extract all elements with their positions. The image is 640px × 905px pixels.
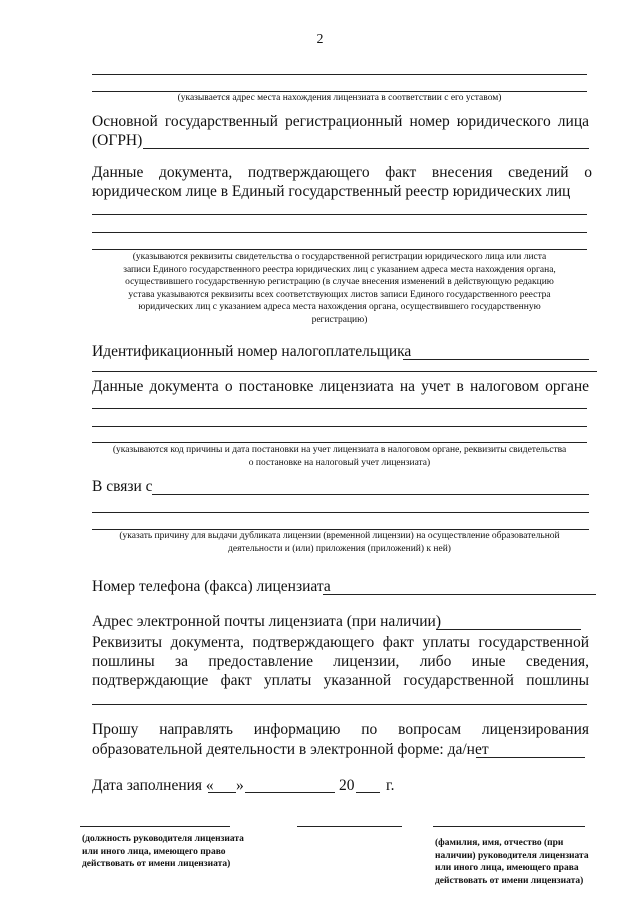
egrul-field-line-1[interactable] [92, 214, 587, 215]
ogrn-label-abbr: (ОГРН) [92, 132, 143, 149]
tax-top-line [92, 371, 597, 372]
signature-right-caption [435, 837, 605, 887]
date-month-line[interactable] [245, 792, 335, 793]
ogrn-field-line[interactable] [143, 148, 589, 149]
date-suffix: г. [386, 777, 395, 794]
reason-note [86, 530, 593, 555]
date-year-prefix: 20 [339, 777, 355, 794]
inn-label: Идентификационный номер налогоплательщика [92, 343, 412, 360]
phone-label: Номер телефона (факса) лицензиата [92, 578, 331, 595]
tax-field-line-3[interactable] [92, 442, 587, 443]
tax-field-line-1[interactable] [92, 408, 587, 409]
egrul-note-line: регистрацию) [311, 314, 368, 325]
tax-note-line: о постановке на налоговый учет лицензиата) [248, 457, 431, 468]
tax-field-line-2[interactable] [92, 426, 587, 427]
page-number: 2 [316, 32, 324, 47]
request-label-line1: Прошу направлять информацию по вопросам лицензирования [92, 721, 589, 738]
reason-note-line: деятельности и (или) приложения (приложений) к ней) [228, 543, 451, 554]
address-field-line[interactable] [92, 74, 587, 75]
fee-field-line[interactable] [92, 704, 587, 705]
egrul-note-line: записи Единого государственного реестра юридических лиц с указанием адреса места нахождения органа, [123, 264, 556, 275]
egrul-note-line: устава указываются реквизиты всех соответствующих листов записи Единого государственного реестра [128, 289, 551, 300]
date-mid: » [236, 777, 244, 794]
phone-field-line[interactable] [323, 594, 596, 595]
fee-label-line2: пошлины за предоставление лицензии, либо иные сведения, [92, 653, 589, 670]
address-note: (указывается адрес места нахождения лицензиата в соответствии с его уставом) [177, 93, 502, 103]
egrul-note-line: осуществившего государственную регистрацию (в случае внесения изменений в действующую редакцию [125, 277, 554, 287]
signature-right-caption-line: наличии) руководителя лицензиата [435, 850, 589, 861]
tax-label: Данные документа о постановке лицензиата на учет в налоговом органе [92, 378, 589, 395]
egrul-note [86, 251, 593, 326]
signature-right-caption-line: или иного лица, имеющего права [435, 863, 579, 873]
date-day-line[interactable] [208, 792, 236, 793]
email-field-line[interactable] [436, 629, 581, 630]
fee-label-line1: Реквизиты документа, подтверждающего факт уплаты государственной [92, 634, 589, 651]
egrul-field-line-3[interactable] [92, 249, 587, 250]
signature-left-caption-line: (должность руководителя лицензиата [82, 834, 244, 844]
request-label-line2: образовательной деятельности в электронной форме: да/нет [92, 741, 489, 758]
ogrn-label: Основной государственный регистрационный номер юридического лица [92, 113, 589, 130]
signature-position-line[interactable] [80, 826, 230, 827]
fee-label-line3: подтверждающие факт уплаты указанной государственной пошлины [92, 672, 589, 689]
tax-note-line: (указываются код причины и дата постановки на учет лицензиата в налоговом органе, реквизиты свидетельства [112, 445, 567, 455]
egrul-note-line: юридических лиц с указанием адреса места нахождения органа, осуществившего государственную [138, 302, 541, 312]
signature-left-caption [82, 833, 267, 871]
date-year-line[interactable] [356, 792, 380, 793]
egrul-field-line-2[interactable] [92, 232, 587, 233]
date-prefix: Дата заполнения « [92, 777, 214, 794]
inn-field-line[interactable] [403, 359, 589, 360]
reason-label: В связи с [92, 478, 153, 495]
egrul-label-line1: Данные документа, подтверждающего факт внесения сведений о [92, 164, 592, 181]
reason-field-line-1[interactable] [152, 494, 589, 495]
tax-note [86, 444, 593, 469]
signature-name-line[interactable] [433, 826, 585, 827]
email-label: Адрес электронной почты лицензиата (при наличии) [92, 613, 442, 630]
reason-note-line: (указать причину для выдачи дубликата лицензии (временной лицензии) на осуществление образовательной [119, 531, 560, 541]
signature-left-caption-line: или иного лица, имеющего право [82, 846, 226, 857]
signature-left-caption-line: действовать от имени лицензиата) [82, 859, 231, 869]
signature-right-caption-line: действовать от имени лицензиата) [435, 875, 584, 886]
signature-right-caption-line: (фамилия, имя, отчество (при [435, 838, 564, 848]
egrul-label-line2: юридическом лице в Единый государственный реестр юридических лиц [92, 183, 571, 200]
egrul-note-line: (указываются реквизиты свидетельства о государственной регистрации юридического лица или листа [132, 252, 547, 262]
signature-sign-line[interactable] [297, 826, 402, 827]
reason-field-line-2[interactable] [92, 512, 589, 513]
request-answer-line[interactable] [476, 757, 585, 758]
